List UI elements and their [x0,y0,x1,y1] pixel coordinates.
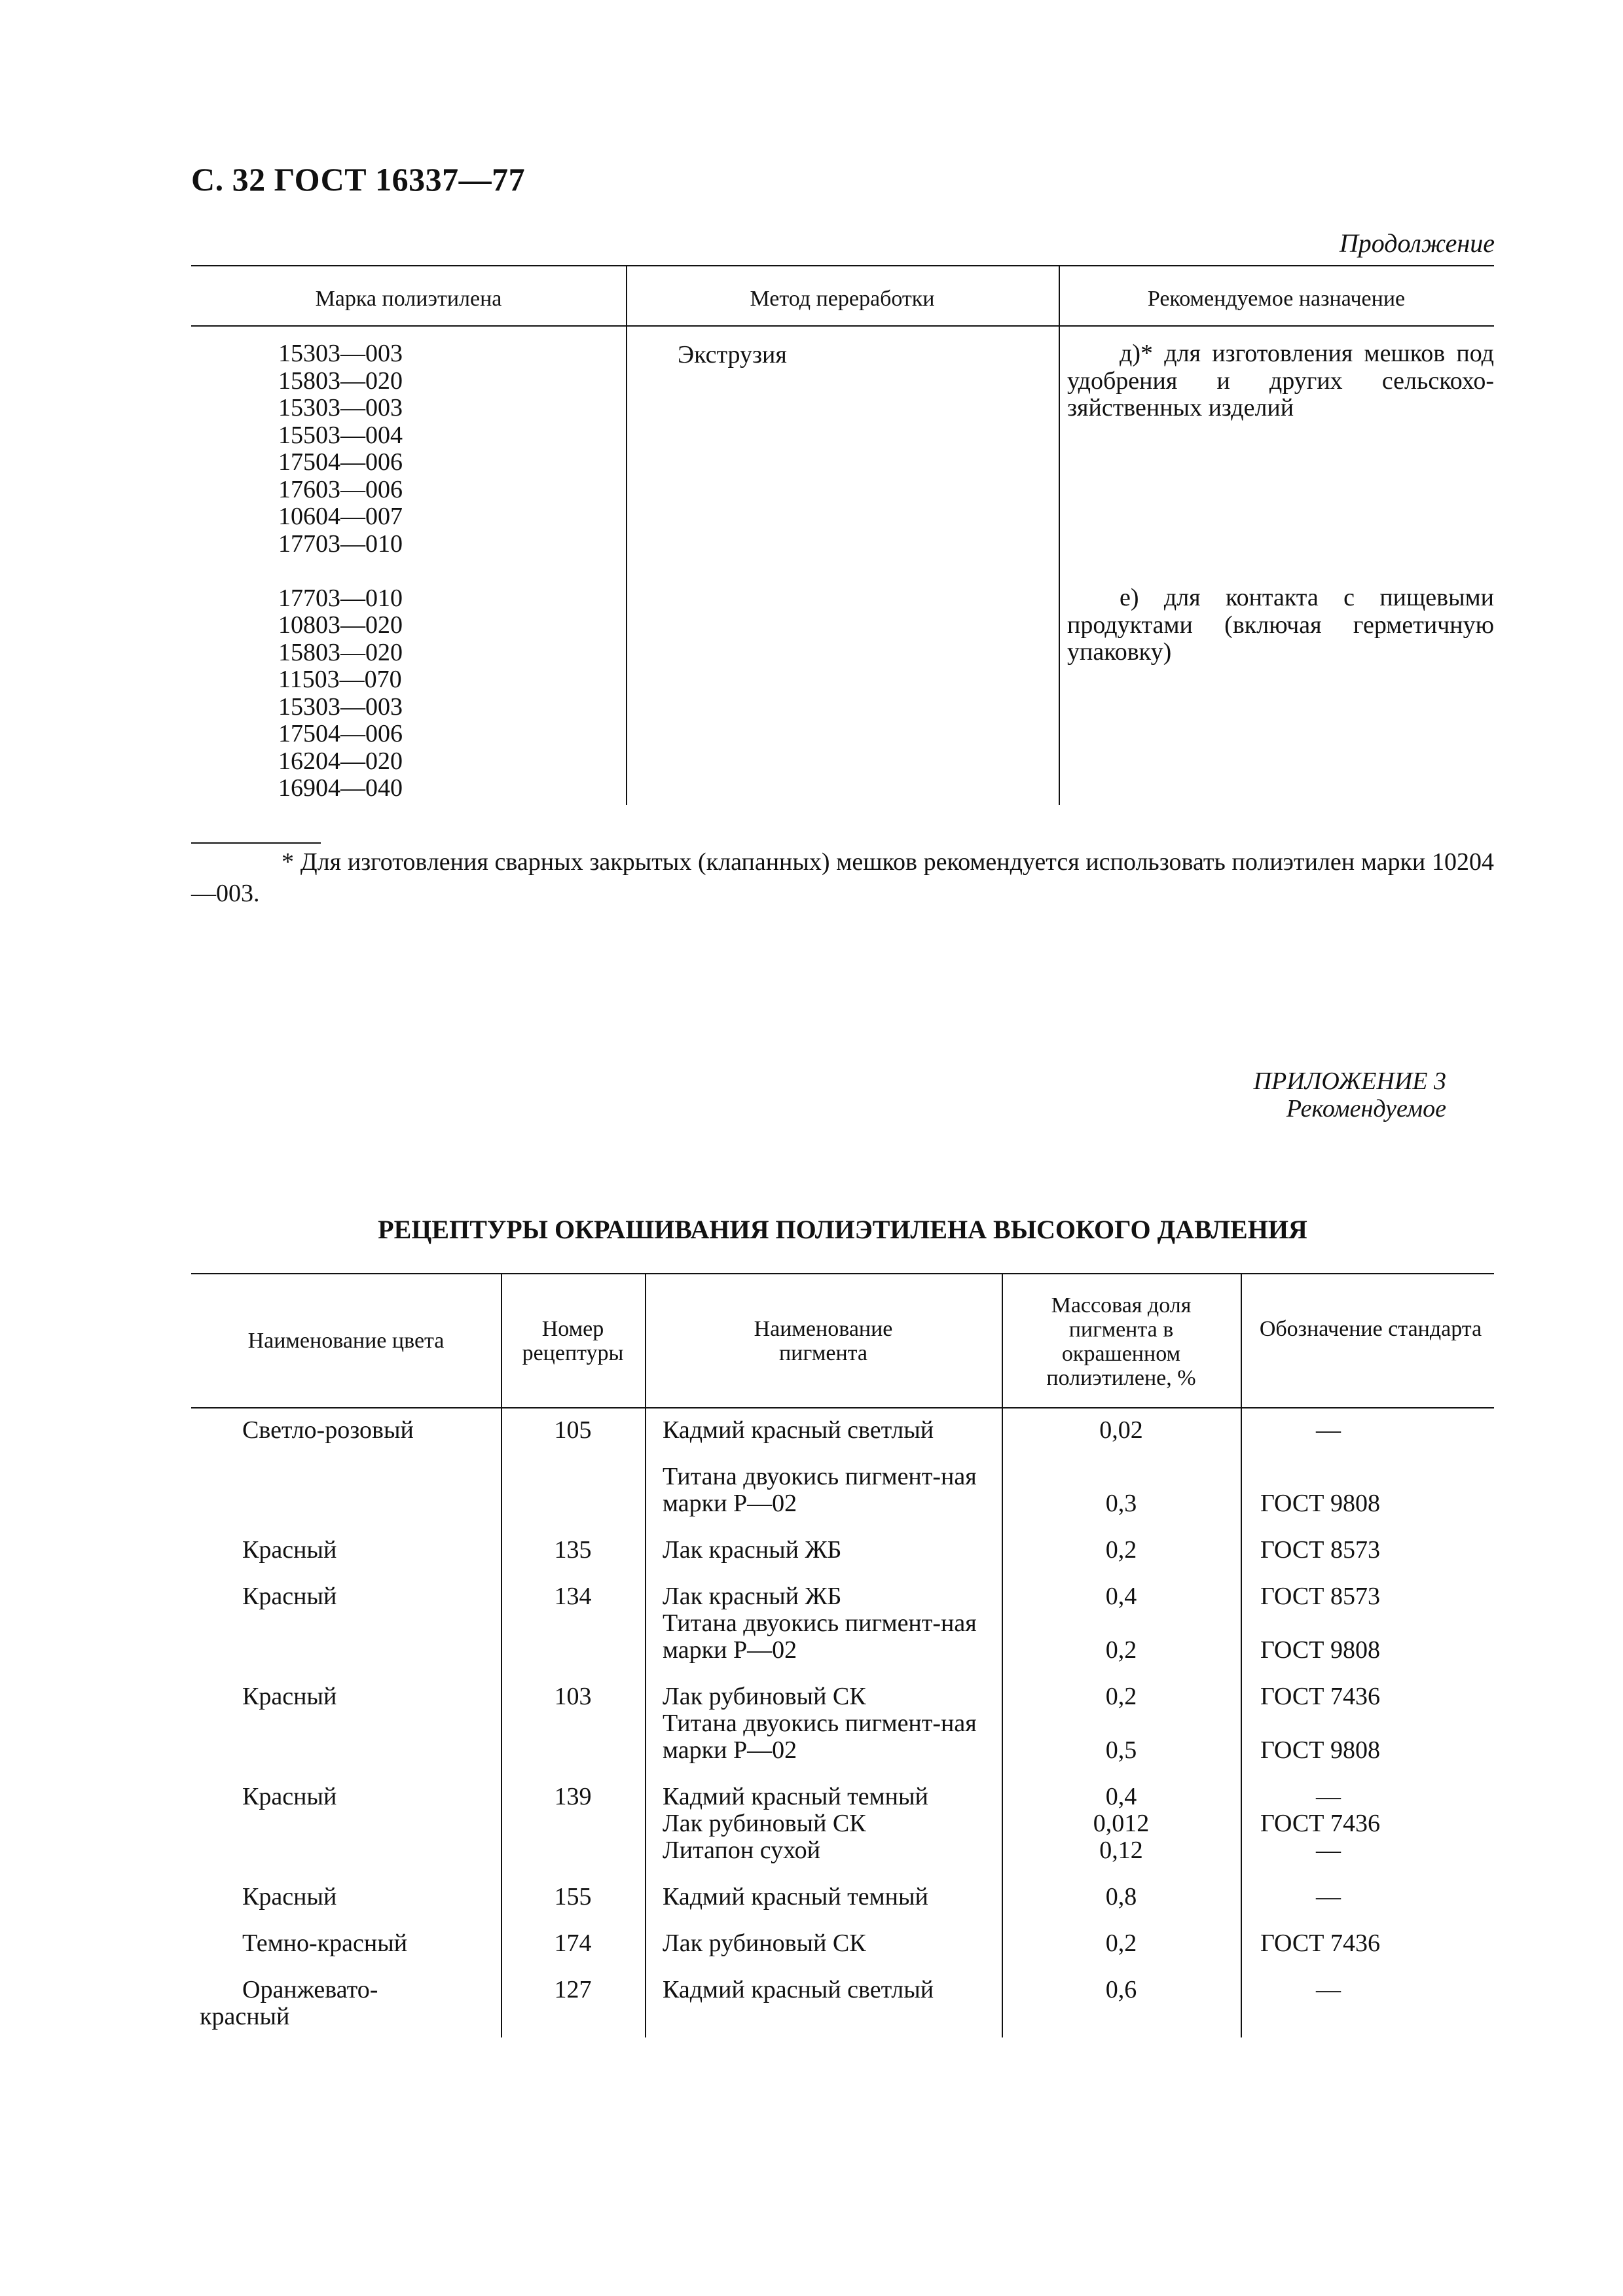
pigment-name: Кадмий красный светлый [663,1976,934,2003]
pigment-name: Кадмий красный темный [663,1783,928,1810]
recipe-number: 103 [554,1683,592,1710]
column-header-share: Массовая доля пигмента в окрашенном полиэтилене, % [1046,1293,1196,1390]
pigment-share: 0,2 [1105,1929,1137,1957]
standard: ГОСТ 7436 [1260,1810,1380,1837]
column-header-standard: Обозначение стандарта [1259,1317,1482,1341]
recipe-number: 105 [554,1416,592,1444]
grade-list [278,340,403,802]
grade: 17703—010 [278,529,403,558]
table-1-divider [1059,265,1060,805]
standard: — [1316,1976,1341,2003]
standard: — [1316,1416,1341,1444]
pigment-share: 0,12 [1099,1837,1143,1864]
color-name: Красный [242,1883,337,1910]
grade: 17504—006 [278,448,403,476]
table-2-divider [501,1273,502,2037]
pigment-name: Лак рубиновый СК [663,1929,866,1957]
table-1-divider [626,265,627,805]
table-1-header-rule [191,325,1494,327]
pigment-name: Кадмий красный темный [663,1883,928,1910]
pigment-name: Титана двуокись пигмент-ная марки Р—02 [663,1710,977,1764]
column-header-method: Метод переработки [750,287,935,311]
pigment-share: 0,4 [1105,1783,1137,1810]
appendix-status: Рекомендуемое [1286,1095,1446,1122]
pigment-name: Титана двуокись пигмент-ная марки Р—02 [663,1463,977,1517]
standard: ГОСТ 9808 [1260,1636,1380,1664]
pigment-share: 0,012 [1093,1810,1150,1837]
pigment-share: 0,4 [1105,1583,1137,1610]
standard: ГОСТ 7436 [1260,1683,1380,1710]
grade: 15503—004 [278,421,403,449]
grade: 16204—020 [278,747,403,775]
grade: 15303—003 [278,692,403,721]
table-1-top-rule [191,265,1494,266]
column-header-grade: Марка полиэтилена [315,287,502,311]
pigment-share: 0,2 [1105,1636,1137,1664]
color-name: Светло-розовый [242,1416,414,1444]
grade: 15303—003 [278,394,403,422]
pigment-share: 0,8 [1105,1883,1137,1910]
page-header: С. 32 ГОСТ 16337—77 [191,161,526,198]
standard: ГОСТ 8573 [1260,1583,1380,1610]
footnote-rule [191,842,321,844]
table-2-header-rule [191,1407,1494,1408]
table-2-top-rule [191,1273,1494,1274]
grade: 17504—006 [278,720,403,747]
color-name: Красный [242,1783,337,1810]
color-name: Красный [242,1583,337,1610]
column-header-recipe: Номер рецептуры [522,1317,624,1365]
standard: ГОСТ 8573 [1260,1536,1380,1564]
pigment-name: Лак красный ЖБ [663,1583,842,1610]
color-name: Темно-красный [242,1929,408,1957]
pigment-share: 0,3 [1105,1490,1137,1517]
recipe-number: 127 [554,1976,592,2003]
grade: 10604—007 [278,503,403,530]
grade: 15803—020 [278,367,403,395]
recipe-number: 134 [554,1583,592,1610]
standard: ГОСТ 9808 [1260,1736,1380,1764]
recipe-number: 155 [554,1883,592,1910]
appendix-label: ПРИЛОЖЕНИЕ 3 [1253,1067,1446,1095]
pigment-name: Литапон сухой [663,1837,820,1864]
color-name: Красный [242,1683,337,1710]
grade: 10803—020 [278,611,403,639]
processing-method: Экструзия [678,341,787,368]
continuation-label: Продолжение [1339,228,1495,258]
pigment-share: 0,2 [1105,1683,1137,1710]
grade: 15803—020 [278,638,403,666]
grade: 11503—070 [278,666,402,693]
grade: 15303—003 [278,340,403,367]
recipe-number: 174 [554,1929,592,1957]
standard: — [1316,1783,1341,1810]
color-name: Красный [242,1536,337,1564]
purpose-text: е) для контакта с пищевыми продуктами (включая герметичную упаковку) [1067,584,1494,666]
table-2-divider [1241,1273,1242,2037]
pigment-name: Лак рубиновый СК [663,1810,866,1837]
column-header-purpose: Рекомендуемое назначение [1147,287,1406,311]
grade: 16904—040 [278,774,403,802]
purpose-text: д)* для изготовления мешков под удобрения и других сельскохозяйственных изделий [1067,340,1494,422]
pigment-name: Титана двуокись пигмент-ная марки Р—02 [663,1609,977,1664]
color-name: Оранжевато-красный [200,1976,378,2030]
grade: 17603—006 [278,475,403,503]
pigment-name: Кадмий красный светлый [663,1416,934,1444]
standard: — [1316,1837,1341,1864]
column-header-color: Наименование цвета [247,1329,445,1353]
pigment-share: 0,6 [1105,1976,1137,2003]
column-header-pigment: Наименование пигмента [754,1317,893,1365]
purpose-e [1067,584,1494,666]
pigment-name: Лак рубиновый СК [663,1683,866,1710]
pigment-share: 0,02 [1099,1416,1143,1444]
standard: ГОСТ 7436 [1260,1929,1380,1957]
pigment-name: Лак красный ЖБ [663,1536,842,1564]
pigment-share: 0,2 [1105,1536,1137,1564]
standard: ГОСТ 9808 [1260,1490,1380,1517]
standard: — [1316,1883,1341,1910]
recipe-number: 139 [554,1783,592,1810]
grade: 17703—010 [278,584,403,612]
recipe-number: 135 [554,1536,592,1564]
table-2-divider [645,1273,646,2037]
footnote: * Для изготовления сварных закрытых (клапанных) мешков рекомендуется использовать полиэтилен марки 10204—003. [191,848,1494,907]
purpose-d [1067,340,1494,422]
table-2-title: РЕЦЕПТУРЫ ОКРАШИВАНИЯ ПОЛИЭТИЛЕНА ВЫСОКОГО ДАВЛЕНИЯ [378,1215,1307,1244]
pigment-share: 0,5 [1105,1736,1137,1764]
